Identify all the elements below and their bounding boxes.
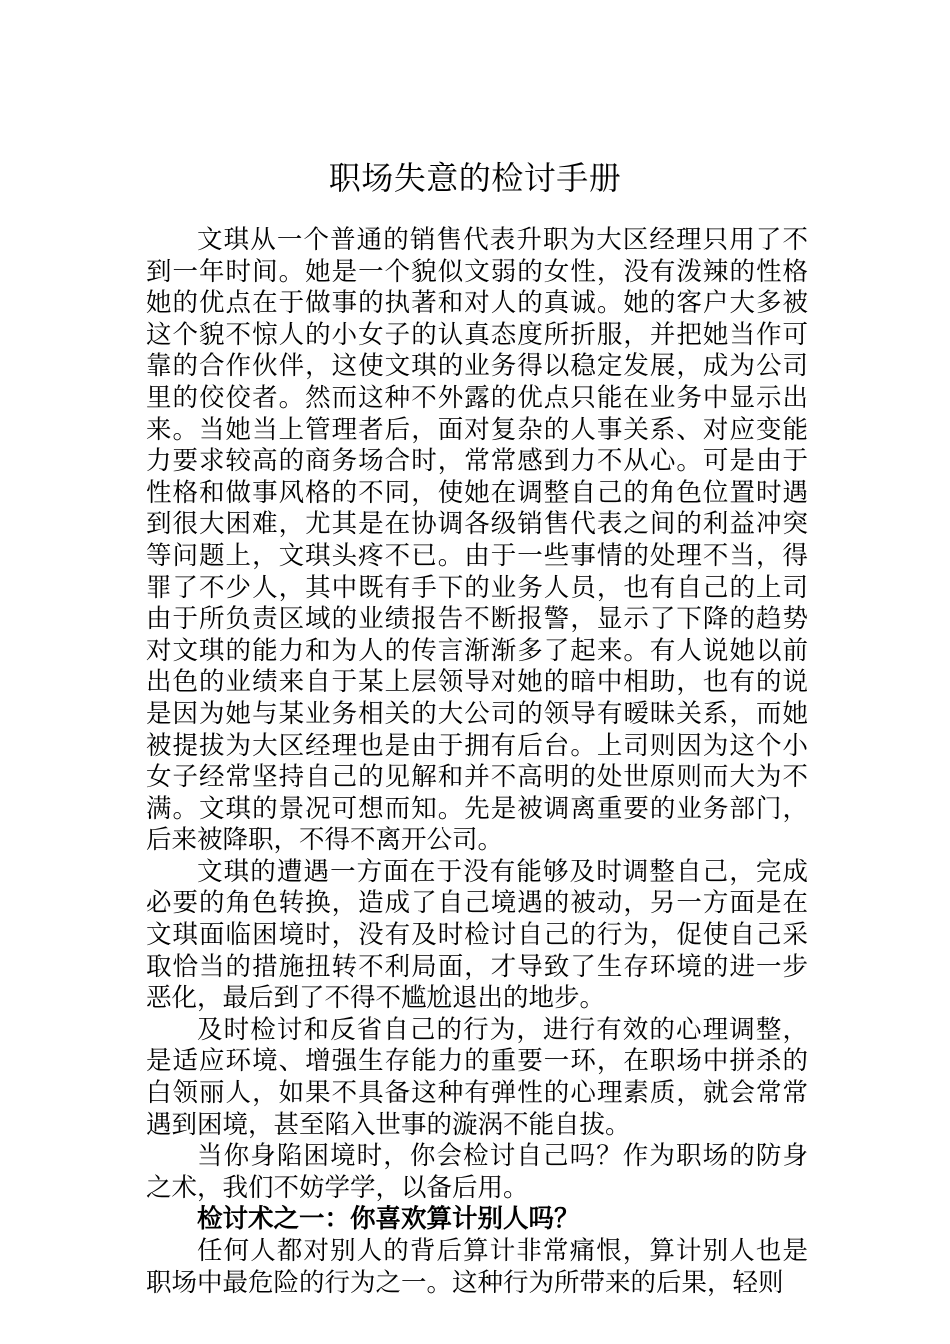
document-title: 职场失意的检讨手册 [328,159,622,197]
document-body [146,225,808,1299]
body-paragraph: 文琪的遭遇一方面在于没有能够及时调整自己，完成必要的角色转换，造成了自己境遇的被动，另一方面是在文琪面临困境时，没有及时检讨自己的行为，促使自己采取恰当的措施扭转不利局面，才导致了生存环境的进一步恶化，最后到了不得不尴尬退出的地步。 [146,856,808,1014]
section-heading: 检讨术之一：你喜欢算计别人吗？ [197,1204,580,1235]
body-paragraph: 及时检讨和反省自己的行为，进行有效的心理调整，是适应环境、增强生存能力的重要一环，在职场中拼杀的白领丽人，如果不具备这种有弹性的心理素质，就会常常遇到困境，甚至陷入世事的漩涡不能自拔。 [146,1014,808,1140]
body-paragraph: 当你身陷困境时，你会检讨自己吗？作为职场的防身之术，我们不妨学学，以备后用。 [146,1141,808,1203]
section-paragraph: 任何人都对别人的背后算计非常痛恨，算计别人也是职场中最危险的行为之一。这种行为所带来的后果，轻则 [146,1236,808,1298]
body-paragraph: 文琪从一个普通的销售代表升职为大区经理只用了不到一年时间。她是一个貌似文弱的女性，没有泼辣的性格她的优点在于做事的执著和对人的真诚。她的客户大多被这个貌不惊人的小女子的认真态度所折服，并把她当作可靠的合作伙伴，这使文琪的业务得以稳定发展，成为公司里的佼佼者。然而这种不外露的优点只能在业务中显示出来。当她当上管理者后，面对复杂的人事关系、对应变能力要求较高的商务场合时，常常感到力不从心。可是由于性格和做事风格的不同，使她在调整自己的角色位置时遇到很大困难，尤其是在协调各级销售代表之间的利益冲突等问题上，文琪头疼不已。由于一些事情的处理不当，得罪了不少人，其中既有手下的业务人员，也有自己的上司由于所负责区域的业绩报告不断报警，显示了下降的趋势对文琪的能力和为人的传言渐渐多了起来。有人说她以前出色的业绩来自于某上层领导对她的暗中相助，也有的说是因为她与某业务相关的大公司的领导有暧昧关系，而她被提拔为大区经理也是由于拥有后台。上司则因为这个小女子经常坚持自己的见解和并不高明的处世原则而大为不满。文琪的景况可想而知。先是被调离重要的业务部门，后来被降职，不得不离开公司。 [146,225,808,856]
